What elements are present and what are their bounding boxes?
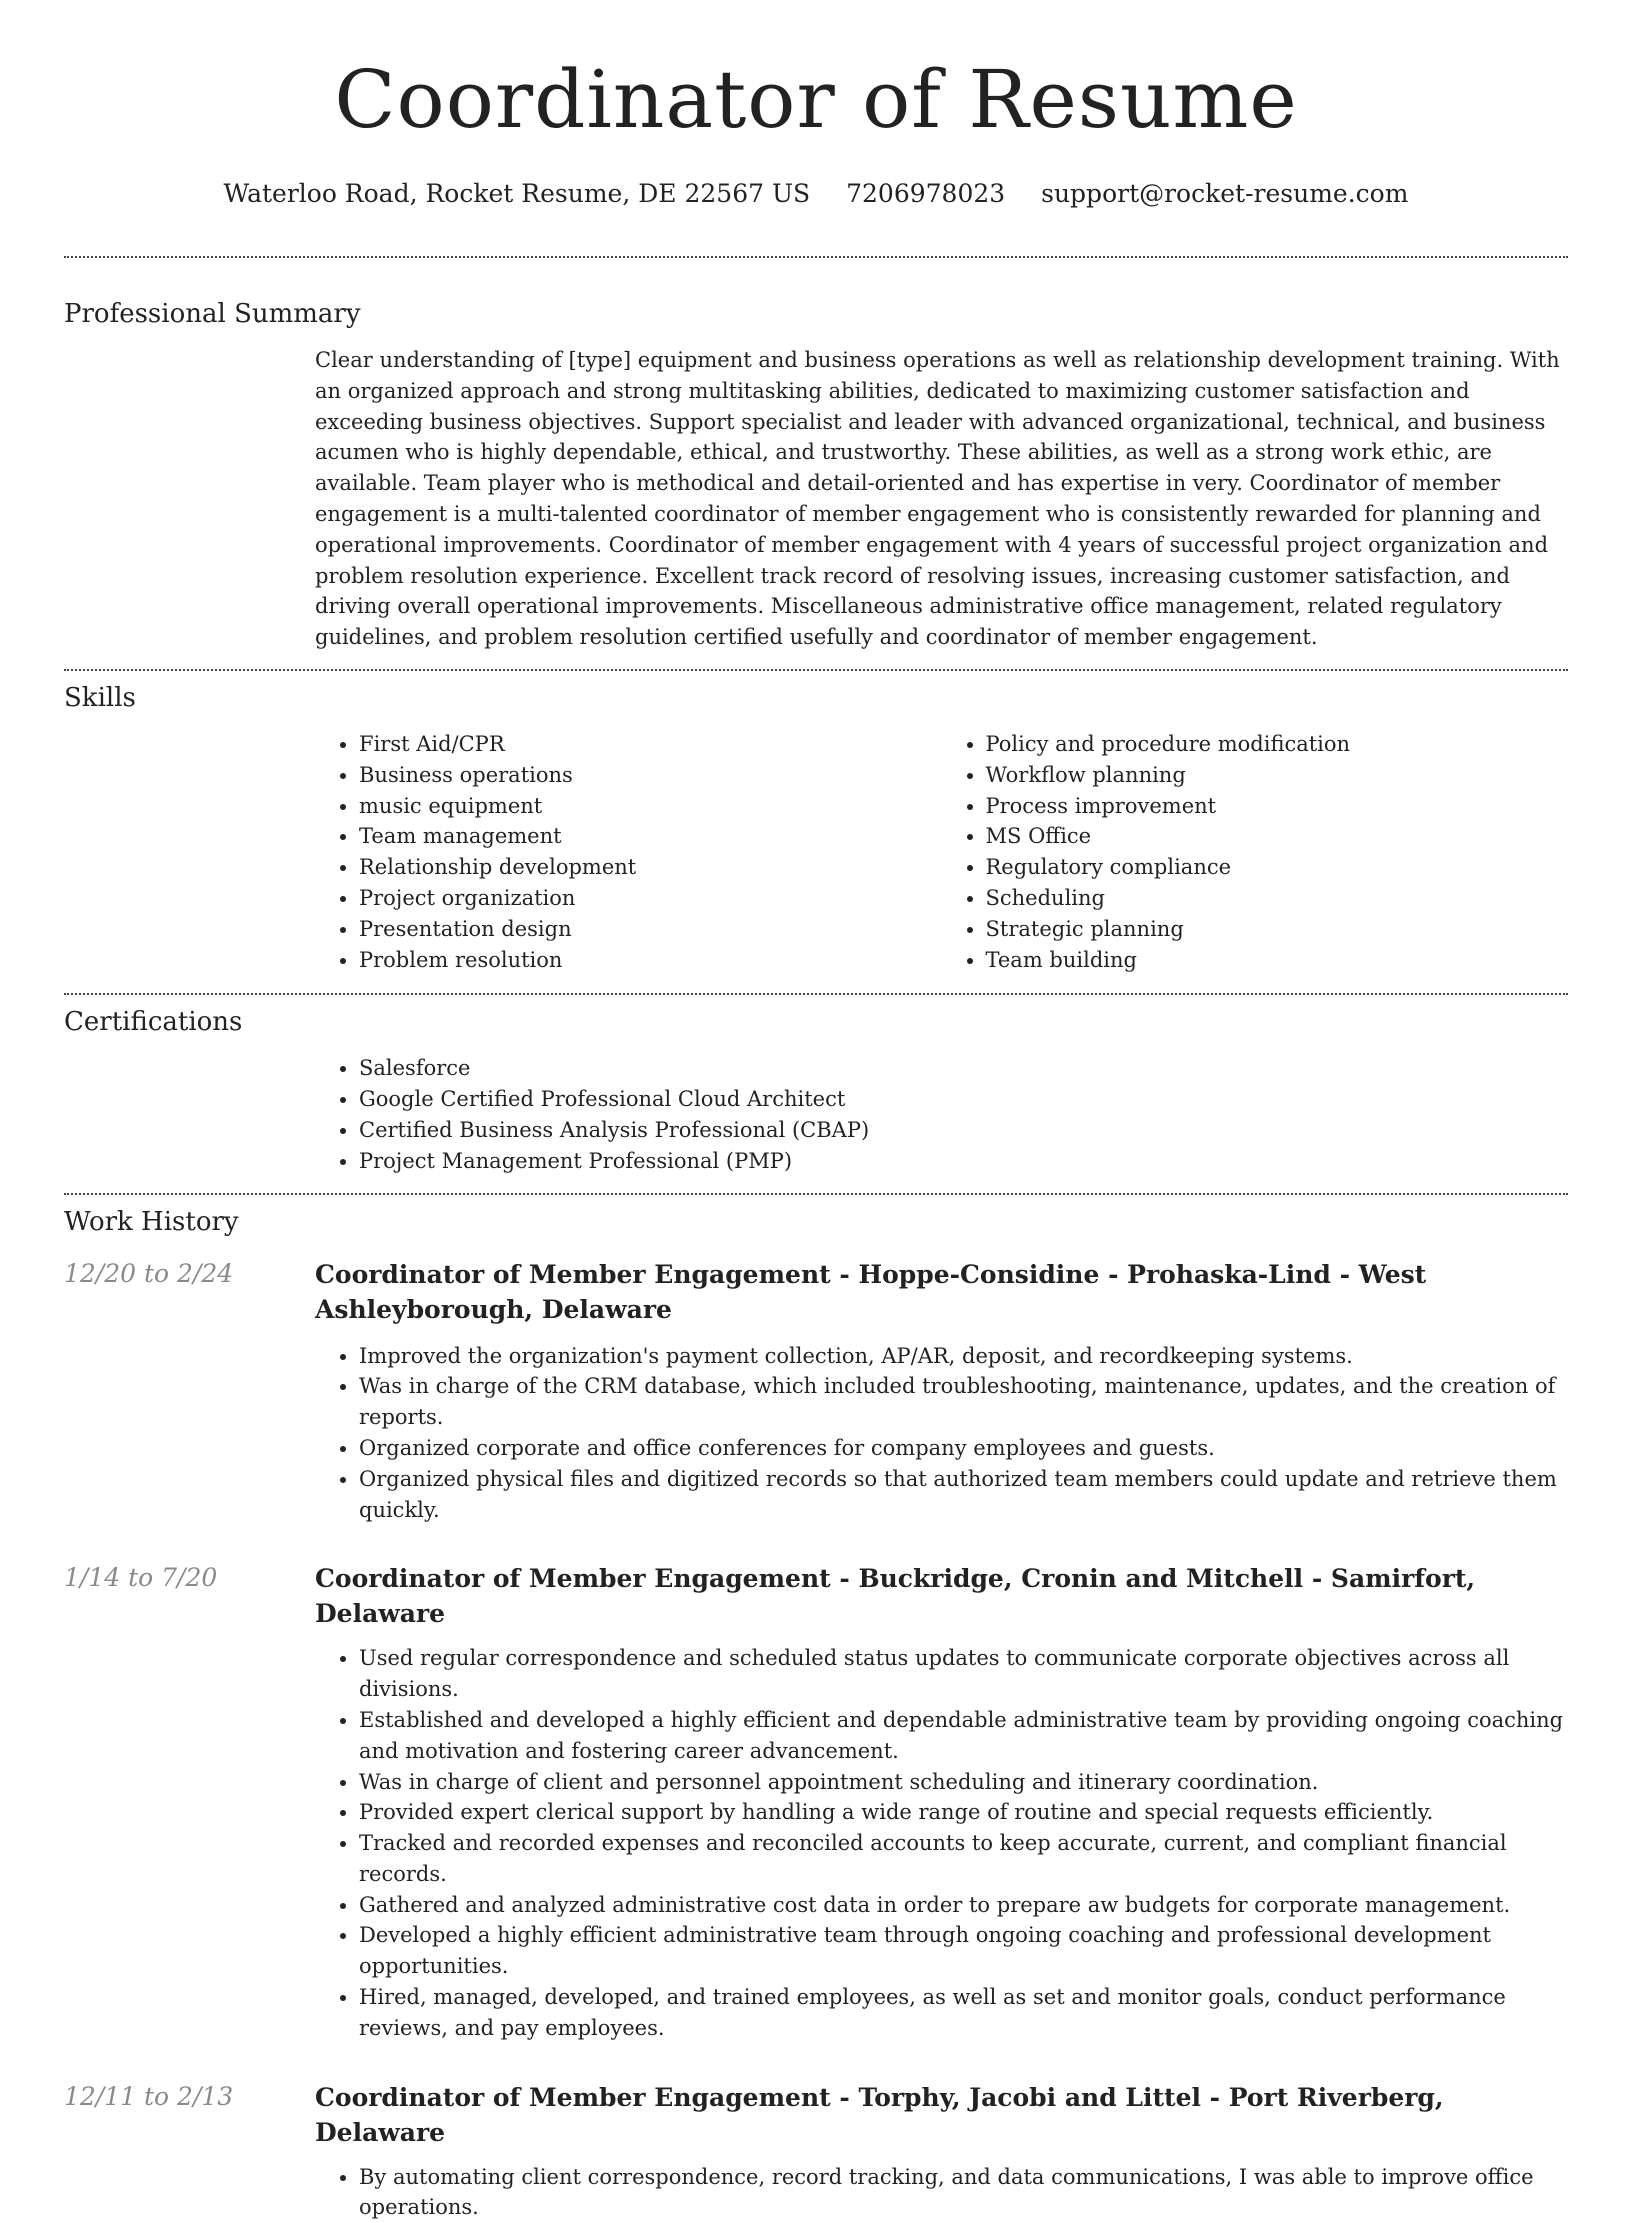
skills-list-right bbox=[942, 729, 1569, 975]
certification-item: • Google Certified Professional Cloud Architect bbox=[359, 1084, 1568, 1115]
contact-phone: 7206978023 bbox=[846, 179, 1006, 208]
work-history-section bbox=[64, 1195, 1568, 2223]
resume-page bbox=[64, 0, 1568, 2223]
skill-item: • Strategic planning bbox=[986, 914, 1569, 945]
section-title-certifications: Certifications bbox=[64, 1007, 243, 1038]
job-bullets bbox=[315, 1341, 1568, 1526]
job-bullets bbox=[315, 2162, 1568, 2223]
certifications-section bbox=[64, 995, 1568, 1176]
skill-item: • First Aid/CPR bbox=[359, 729, 942, 760]
skill-item: • Scheduling bbox=[986, 883, 1569, 914]
job-bullet: • Established and developed a highly efficient and dependable administrative team by providing ongoing coaching and motivation and fostering career advancement. bbox=[359, 1705, 1568, 1767]
skill-item: • Regulatory compliance bbox=[986, 852, 1569, 883]
skill-item: • MS Office bbox=[986, 821, 1569, 852]
job-bullet: • By automating client correspondence, record tracking, and data communications, I was able to improve office operations. bbox=[359, 2162, 1568, 2223]
certification-item: • Certified Business Analysis Professional (CBAP) bbox=[359, 1115, 1568, 1146]
job-bullet: • Was in charge of client and personnel appointment scheduling and itinerary coordination. bbox=[359, 1767, 1568, 1798]
skill-item: • Problem resolution bbox=[359, 945, 942, 976]
summary-section bbox=[64, 258, 1568, 653]
certification-item: • Project Management Professional (PMP) bbox=[359, 1146, 1568, 1177]
certifications-list bbox=[315, 1053, 1568, 1176]
job-entry bbox=[64, 2080, 1568, 2223]
job-dates: 1/14 to 7/20 bbox=[64, 1563, 218, 1593]
skill-item: • Policy and procedure modification bbox=[986, 729, 1569, 760]
job-bullet: • Was in charge of the CRM database, which included troubleshooting, maintenance, updates, and the creation of reports. bbox=[359, 1371, 1568, 1433]
contact-address: Waterloo Road, Rocket Resume, DE 22567 US bbox=[223, 179, 811, 208]
job-bullet: • Gathered and analyzed administrative cost data in order to prepare aw budgets for corporate management. bbox=[359, 1890, 1568, 1921]
skill-item: • Presentation design bbox=[359, 914, 942, 945]
skill-item: • Process improvement bbox=[986, 791, 1569, 822]
job-title: Coordinator of Member Engagement - Torphy, Jacobi and Littel - Port Riverberg, Delaware bbox=[315, 2082, 1444, 2147]
job-bullet: • Organized corporate and office conferences for company employees and guests. bbox=[359, 1433, 1568, 1464]
skill-item: • Team management bbox=[359, 821, 942, 852]
contact-email: support@rocket-resume.com bbox=[1041, 179, 1409, 208]
summary-text: Clear understanding of [type] equipment and business operations as well as relationship development training. With an organized approach and strong multitasking abilities, dedicated to maximizing customer satisfaction and exceeding business objectives. Support specialist and leader with advanced organizational, technical, and business acumen who is highly dependable, ethical, and trustworthy. These abilities, as well as a strong work ethic, are available. Team player who is methodical and detail-oriented and has expertise in very. Coordinator of member engagement is a multi-talented coordinator of member engagement who is consistently rewarded for planning and operational improvements. Coordinator of member engagement with 4 years of successful project organization and problem resolution experience. Excellent track record of resolving issues, increasing customer satisfaction, and driving overall operational improvements. Miscellaneous administrative office management, related regulatory guidelines, and problem resolution certified usefully and coordinator of member engagement. bbox=[315, 348, 1560, 650]
skill-item: • Business operations bbox=[359, 760, 942, 791]
skill-item: • Relationship development bbox=[359, 852, 942, 883]
job-entry bbox=[64, 1257, 1568, 1526]
certification-item: • Salesforce bbox=[359, 1053, 1568, 1084]
job-bullet: • Improved the organization's payment collection, AP/AR, deposit, and recordkeeping systems. bbox=[359, 1341, 1568, 1372]
resume-name: Coordinator of Resume bbox=[334, 53, 1298, 146]
skills-list-left bbox=[315, 729, 942, 975]
job-dates: 12/11 to 2/13 bbox=[64, 2081, 234, 2111]
job-bullet: • Provided expert clerical support by handling a wide range of routine and special requests efficiently. bbox=[359, 1797, 1568, 1828]
job-bullet: • Used regular correspondence and scheduled status updates to communicate corporate objectives across all divisions. bbox=[359, 1643, 1568, 1705]
section-title-skills: Skills bbox=[64, 682, 136, 713]
job-title: Coordinator of Member Engagement - Buckridge, Cronin and Mitchell - Samirfort, Delaware bbox=[315, 1564, 1476, 1629]
skill-item: • music equipment bbox=[359, 791, 942, 822]
skill-item: • Team building bbox=[986, 945, 1569, 976]
job-bullet: • Developed a highly efficient administrative team through ongoing coaching and professional development opportunities. bbox=[359, 1920, 1568, 1982]
skill-item: • Workflow planning bbox=[986, 760, 1569, 791]
job-title: Coordinator of Member Engagement - Hoppe-Considine - Prohaska-Lind - West Ashleyborough, Delaware bbox=[315, 1259, 1427, 1324]
job-bullet: • Organized physical files and digitized records so that authorized team members could update and retrieve them quickly. bbox=[359, 1464, 1568, 1526]
job-entry bbox=[64, 1561, 1568, 2043]
job-bullet: • Tracked and recorded expenses and reconciled accounts to keep accurate, current, and compliant financial records. bbox=[359, 1828, 1568, 1890]
section-title-summary: Professional Summary bbox=[64, 299, 361, 329]
contact-line bbox=[64, 178, 1568, 210]
skills-section bbox=[64, 671, 1568, 975]
section-title-work: Work History bbox=[64, 1206, 239, 1237]
skill-item: • Project organization bbox=[359, 883, 942, 914]
job-bullets bbox=[315, 1643, 1568, 2043]
job-dates: 12/20 to 2/24 bbox=[64, 1258, 234, 1288]
job-bullet: • Hired, managed, developed, and trained employees, as well as set and monitor goals, conduct performance reviews, and pay employees. bbox=[359, 1982, 1568, 2044]
